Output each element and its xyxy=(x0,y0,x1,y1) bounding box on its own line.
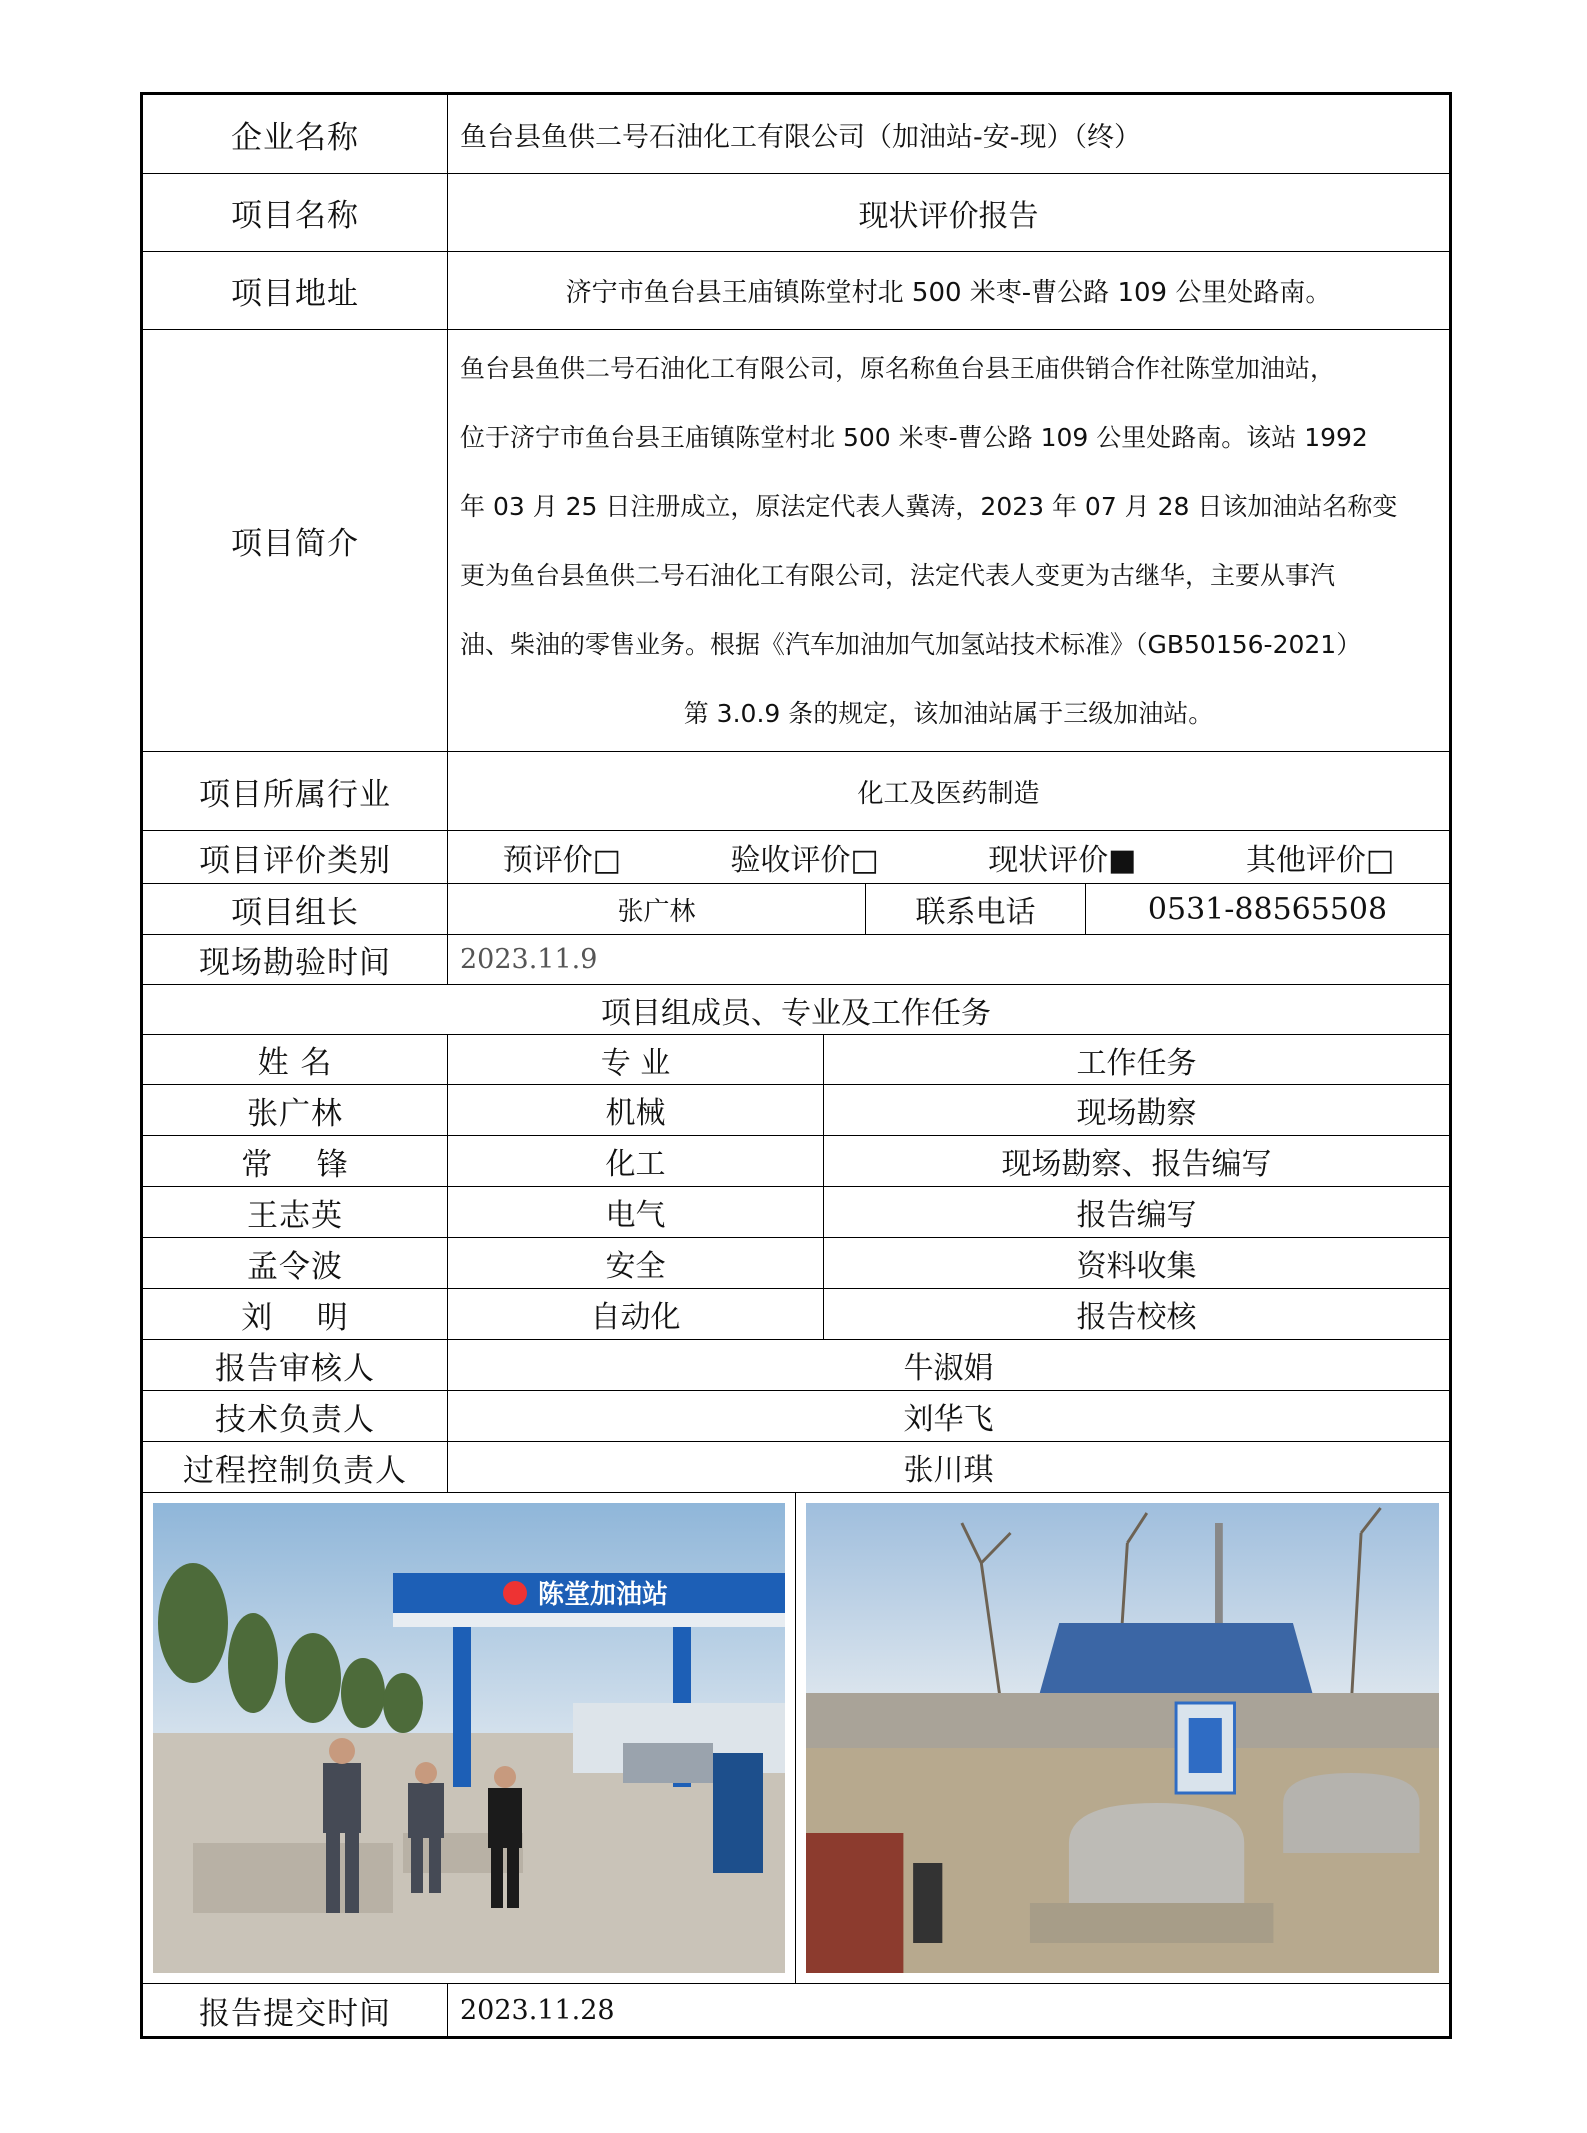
member-task: 资料收集 xyxy=(823,1238,1449,1288)
intro-line: 位于济宁市鱼台县王庙镇陈堂村北 500 米枣-曹公路 109 公里处路南。该站 1992 xyxy=(460,422,1368,452)
site-photo-personnel xyxy=(143,1493,795,1983)
reviewer-value: 牛淑娟 xyxy=(447,1340,1449,1390)
tech-lead-value: 刘华飞 xyxy=(447,1391,1449,1441)
header-task: 工作任务 xyxy=(823,1035,1449,1084)
table-row xyxy=(143,1186,1449,1237)
intro-line: 第 3.0.9 条的规定，该加油站属于三级加油站。 xyxy=(683,698,1214,728)
eval-type-label: 项目评价类别 xyxy=(199,842,391,879)
table-row xyxy=(143,1135,1449,1186)
phone-value: 0531-88565508 xyxy=(1085,884,1449,934)
table-row xyxy=(143,1237,1449,1288)
submit-time-value: 2023.11.28 xyxy=(447,1984,1449,2036)
member-major: 自动化 xyxy=(447,1289,823,1339)
header-name: 姓 名 xyxy=(257,1045,333,1081)
process-lead-value: 张川琪 xyxy=(447,1442,1449,1492)
intro-line: 油、柴油的零售业务。根据《汽车加油加气加氢站技术标准》（GB50156-2021） xyxy=(460,629,1362,659)
industry-label: 项目所属行业 xyxy=(199,776,391,813)
member-task: 现场勘察 xyxy=(823,1085,1449,1135)
project-intro-text xyxy=(447,330,1449,751)
members-header-row xyxy=(143,1034,1449,1084)
member-name: 常 锋 xyxy=(241,1146,349,1183)
member-task: 现场勘察、报告编写 xyxy=(823,1136,1449,1186)
eval-option-current: 现状评价■ xyxy=(988,843,1137,878)
project-address-row xyxy=(143,251,1449,329)
company-label: 企业名称 xyxy=(231,119,359,156)
project-name-value: 现状评价报告 xyxy=(447,174,1449,251)
industry-row xyxy=(143,751,1449,830)
member-task: 报告校核 xyxy=(823,1289,1449,1339)
station-sign-text: 陈堂加油站 xyxy=(538,1580,669,1610)
intro-line: 更为鱼台县鱼供二号石油化工有限公司，法定代表人变更为古继华，主要从事汽 xyxy=(460,560,1336,590)
member-major: 化工 xyxy=(447,1136,823,1186)
members-title-row xyxy=(143,984,1449,1034)
submit-time-row xyxy=(143,1983,1449,2036)
survey-time-row xyxy=(143,934,1449,984)
reviewer-row xyxy=(143,1339,1449,1390)
eval-option-acceptance: 验收评价□ xyxy=(730,843,879,878)
member-name: 刘 明 xyxy=(241,1299,349,1336)
eval-type-options xyxy=(447,831,1449,883)
eval-option-other: 其他评价□ xyxy=(1245,843,1395,878)
project-address-value: 济宁市鱼台县王庙镇陈堂村北 500 米枣-曹公路 109 公里处路南。 xyxy=(447,252,1449,329)
table-row xyxy=(143,1288,1449,1339)
survey-time-label: 现场勘验时间 xyxy=(199,945,391,981)
members-title: 项目组成员、专业及工作任务 xyxy=(601,995,991,1031)
project-name-row xyxy=(143,173,1449,251)
phone-label: 联系电话 xyxy=(865,884,1085,934)
process-lead-label: 过程控制负责人 xyxy=(183,1452,407,1489)
table-row xyxy=(143,1084,1449,1135)
eval-option-pre: 预评价□ xyxy=(502,843,622,878)
company-value: 鱼台县鱼供二号石油化工有限公司（加油站-安-现）（终） xyxy=(447,95,1449,173)
member-name: 王志英 xyxy=(247,1197,343,1234)
member-major: 安全 xyxy=(447,1238,823,1288)
submit-time-label: 报告提交时间 xyxy=(199,1995,391,2032)
project-name-label: 项目名称 xyxy=(231,198,359,234)
photos-row xyxy=(143,1492,1449,1983)
process-lead-row xyxy=(143,1441,1449,1492)
member-name: 孟令波 xyxy=(247,1248,343,1285)
member-task: 报告编写 xyxy=(823,1187,1449,1237)
leader-row xyxy=(143,883,1449,934)
member-major: 电气 xyxy=(447,1187,823,1237)
header-major: 专 业 xyxy=(447,1035,823,1084)
tech-lead-row xyxy=(143,1390,1449,1441)
tech-lead-label: 技术负责人 xyxy=(215,1401,375,1438)
intro-line: 鱼台县鱼供二号石油化工有限公司，原名称鱼台县王庙供销合作社陈堂加油站， xyxy=(460,353,1336,383)
project-address-label: 项目地址 xyxy=(231,276,359,312)
site-photo-tanks xyxy=(795,1493,1449,1983)
eval-type-row xyxy=(143,830,1449,883)
tank-area-photo xyxy=(806,1503,1439,1973)
reviewer-label: 报告审核人 xyxy=(215,1350,375,1387)
leader-label: 项目组长 xyxy=(231,894,359,931)
industry-value: 化工及医药制造 xyxy=(447,752,1449,830)
project-intro-row xyxy=(143,329,1449,751)
evaluation-info-table xyxy=(140,92,1452,2039)
survey-time-value: 2023.11.9 xyxy=(447,935,1449,984)
leader-value: 张广林 xyxy=(447,884,865,934)
project-intro-label: 项目简介 xyxy=(231,526,359,562)
member-major: 机械 xyxy=(447,1085,823,1135)
company-row xyxy=(143,95,1449,173)
intro-line: 年 03 月 25 日注册成立，原法定代表人冀涛，2023 年 07 月 28 日该加油站名称变 xyxy=(460,491,1398,521)
member-name: 张广林 xyxy=(247,1095,343,1132)
station-photo xyxy=(153,1503,785,1973)
